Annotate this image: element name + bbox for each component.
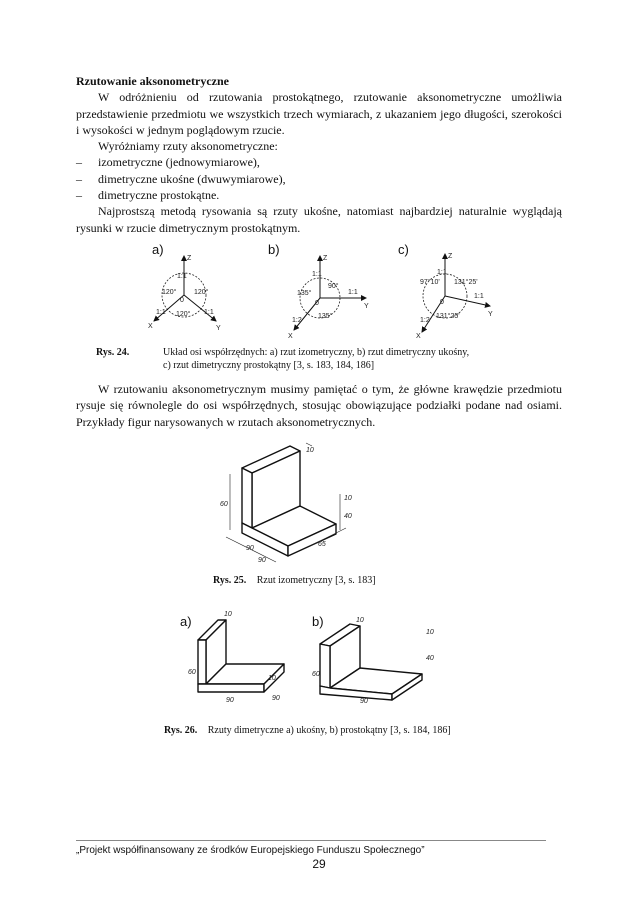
scale-x-label: 1:2 — [292, 317, 302, 324]
figure-label: Rys. 24. — [96, 347, 130, 358]
axis-z-label: Z — [187, 255, 192, 262]
scale-x-label: 1:1 — [156, 309, 166, 316]
caption-text: Rzuty dimetryczne a) ukośny, b) prostokątny [3, s. 184, 186] — [207, 725, 451, 736]
dim-right-thickness: 10 — [344, 495, 352, 502]
dim-a-top: 10 — [224, 611, 232, 618]
isometric-drawing — [206, 438, 366, 566]
paragraph-2-text: W rzutowaniu aksonometrycznym musimy pamiętać o tym, że główne krawędzie przedmiotu rysuje się równolegle do osi współrzędnych, stosując obowiązujące podziałki podane nad osiami. Przykłady figur narysowanych w rzutach aksonometrycznych. — [76, 382, 562, 429]
section-body — [76, 73, 562, 236]
list-item — [76, 171, 562, 187]
axes-diagram — [140, 238, 520, 340]
caption-line-2: c) rzut dimetryczny prostokątny [3, s. 183, 184, 186] — [163, 360, 375, 371]
angle-bottom-label: 135° — [318, 313, 333, 320]
angle-left-label: 120° — [162, 289, 177, 296]
dim-depth: 65 — [318, 541, 326, 548]
figure-26-dimetric — [164, 604, 444, 704]
figure-25-caption — [213, 574, 376, 587]
list-item — [76, 154, 562, 170]
fig24-letter-b: b) — [268, 242, 280, 257]
axes-b-oblique — [268, 242, 369, 340]
dim-height: 60 — [220, 501, 228, 508]
dimetric-drawings — [164, 604, 444, 704]
caption-line-1: Układ osi współrzędnych: a) rzut izometryczny, b) rzut dimetryczny ukośny, — [163, 347, 470, 358]
axis-y-label: Y — [364, 303, 369, 310]
intro-paragraph: W odróżnieniu od rzutowania prostokątnego, rzutowanie aksonometryczne umożliwia przedstawienie przedmiotu we wszystkich trzech wymiarach, z ukazaniem jego długości, szerokości i wysokości w jednym poglądowym rzucie. — [76, 90, 562, 137]
dim-b-thickness: 10 — [426, 629, 434, 636]
list-dash: – — [76, 171, 82, 186]
axis-z-label: Z — [323, 255, 328, 262]
angle-top-right-label: 131°25' — [454, 279, 478, 286]
scale-x-label: 1:2 — [420, 317, 430, 324]
scale-y-label: 1:1 — [204, 309, 214, 316]
dim-bottom-length: 90 — [246, 545, 254, 552]
list-item-text: izometryczne (jednowymiarowe), — [98, 155, 260, 170]
scale-z-label: 1:1 — [312, 271, 322, 278]
page-number: 29 — [312, 857, 326, 871]
section-heading: Rzutowanie aksonometryczne — [76, 74, 229, 88]
dim-a-length: 90 — [226, 697, 234, 704]
dim-a-height: 60 — [188, 669, 196, 676]
footer-text: „Projekt współfinansowany ze środków Europejskiego Funduszu Społecznego” — [76, 845, 425, 856]
angle-right-label: 120° — [194, 289, 209, 296]
dim-b-height: 60 — [312, 671, 320, 678]
angle-top-left-label: 97°10' — [420, 279, 440, 286]
axis-x-label: X — [148, 323, 153, 330]
fig26-letter-a: a) — [180, 614, 192, 629]
dim-b-length: 90 — [360, 698, 368, 704]
angle-bottom-label: 131°25' — [436, 313, 460, 320]
axis-y-label: Y — [488, 311, 493, 318]
angle-bottom-label: 120° — [176, 311, 191, 318]
dim-b-top: 10 — [356, 617, 364, 624]
dim-bottom-length-2: 90 — [258, 557, 266, 564]
figure-24-axes — [140, 238, 520, 340]
scale-y-label: 1:1 — [348, 289, 358, 296]
dim-a-depth: 90 — [272, 695, 280, 702]
dim-a-thickness: 10 — [268, 675, 276, 682]
list-dash: – — [76, 155, 82, 170]
angle-left-label: 135° — [297, 290, 312, 297]
list-item — [76, 187, 562, 203]
dim-top: 10 — [306, 447, 314, 454]
angle-right-label: 90° — [328, 283, 339, 290]
axis-z-label: Z — [448, 253, 453, 260]
list-item-text: dimetryczne ukośne (dwuwymiarowe), — [98, 171, 286, 186]
scale-y-label: 1:1 — [474, 293, 484, 300]
axes-a-isometric — [148, 242, 221, 332]
fig24-letter-c: c) — [398, 242, 409, 257]
list-intro: Wyróżniamy rzuty aksonometryczne: — [98, 139, 278, 154]
closing-paragraph: Najprostszą metodą rysowania są rzuty ukośne, natomiast najbardziej naturalnie wyglądają rysunki w rzucie dimetrycznym prostokątnym. — [76, 204, 562, 235]
dim-b-right-height: 40 — [426, 655, 434, 662]
axis-y-label: Y — [216, 325, 221, 332]
axis-origin-label: 0 — [440, 299, 444, 306]
axis-origin-label: 0 — [180, 297, 184, 304]
figure-label: Rys. 26. — [164, 725, 198, 736]
fig26-letter-b: b) — [312, 614, 324, 629]
axis-x-label: X — [416, 333, 421, 340]
figure-26-caption — [164, 724, 451, 737]
axes-c-rectangular — [398, 242, 493, 340]
scale-z-label: 1:1 — [437, 269, 447, 276]
caption-text: Rzut izometryczny [3, s. 183] — [256, 575, 376, 586]
axis-x-label: X — [288, 333, 293, 340]
figure-24-caption — [96, 346, 566, 372]
dim-right-height: 40 — [344, 513, 352, 520]
scale-z-label: 1:1 — [177, 273, 187, 280]
figure-25-isometric — [206, 438, 366, 566]
list-item-text: dimetryczne prostokątne. — [98, 188, 220, 203]
paragraph-2 — [76, 381, 562, 430]
figure-label: Rys. 25. — [213, 575, 247, 586]
list-dash: – — [76, 188, 82, 203]
fig24-letter-a: a) — [152, 242, 164, 257]
footer-divider — [76, 840, 546, 841]
axis-origin-label: 0 — [315, 300, 319, 307]
